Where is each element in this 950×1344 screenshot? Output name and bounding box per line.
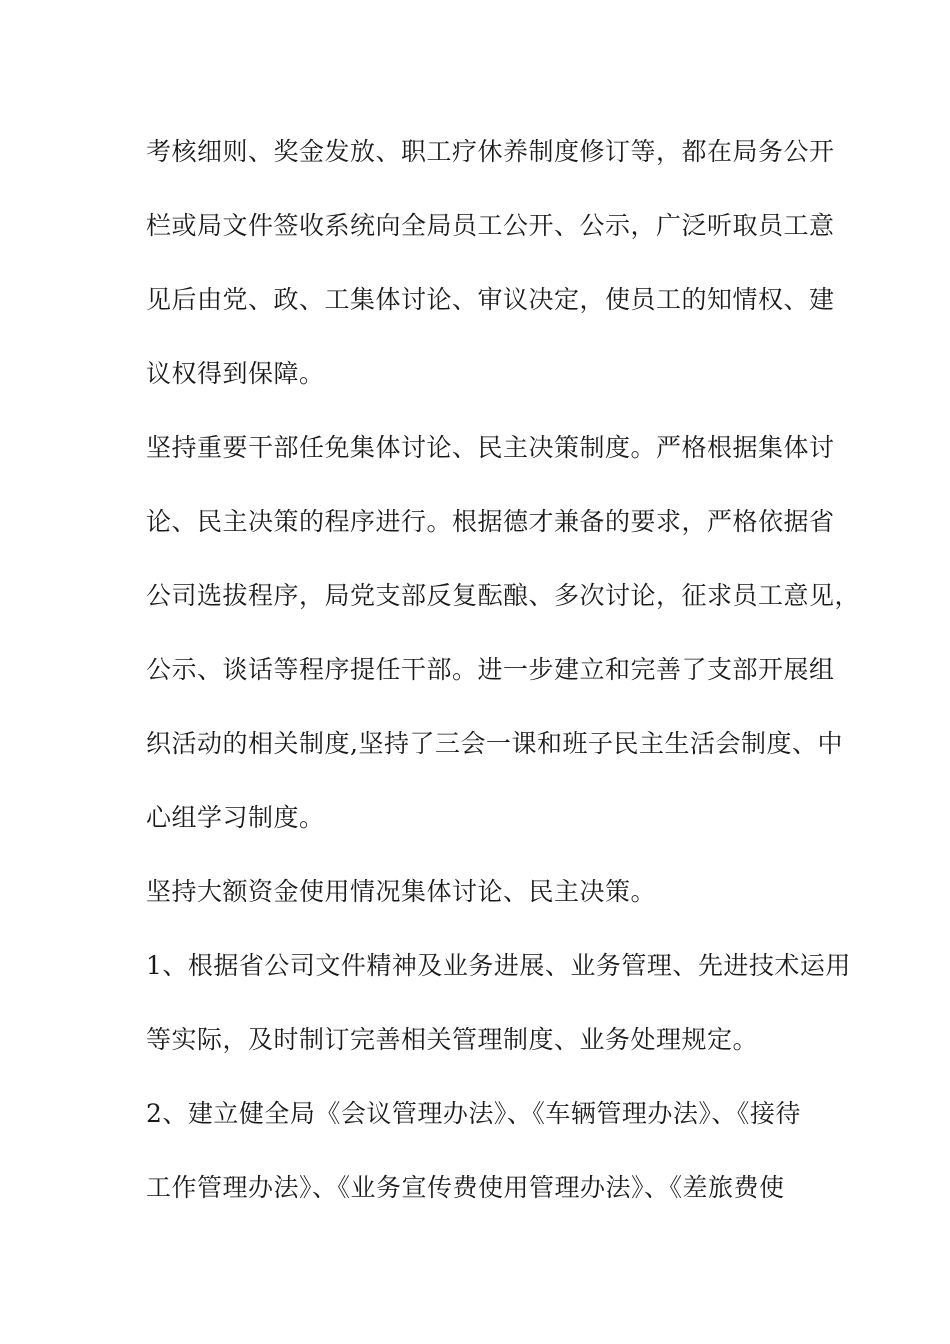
text-line: 等实际，及时制订完善相关管理制度、业务处理规定。: [146, 1025, 759, 1054]
text-line: 心组学习制度。: [146, 803, 325, 832]
text-line: 见后由党、政、工集体讨论、审议决定，使员工的知情权、建: [146, 285, 835, 314]
text-line: 议权得到保障。: [146, 359, 325, 388]
text-line: 工作管理办法》、《业务宣传费使用管理办法》、《差旅费使: [146, 1173, 785, 1202]
text-line: 2、建立健全局《会议管理办法》、《车辆管理办法》、《接待: [146, 1099, 801, 1128]
text-line: 栏或局文件签收系统向全局员工公开、公示，广泛听取员工意: [146, 211, 835, 240]
text-line: 坚持重要干部任免集体讨论、民主决策制度。严格根据集体讨: [146, 433, 835, 462]
text-line: 织活动的相关制度,坚持了三会一课和班子民主生活会制度、中: [146, 729, 843, 758]
text-line: 公示、谈话等程序提任干部。进一步建立和完善了支部开展组: [146, 655, 835, 684]
text-line: 论、民主决策的程序进行。根据德才兼备的要求，严格依据省: [146, 507, 835, 536]
text-line: 坚持大额资金使用情况集体讨论、民主决策。: [146, 877, 657, 906]
text-line: 1、根据省公司文件精神及业务进展、业务管理、先进技术运用: [146, 951, 851, 980]
text-line: 公司选拔程序，局党支部反复酝酿、多次讨论，征求员工意见，: [146, 581, 861, 610]
text-line: 考核细则、奖金发放、职工疗休养制度修订等，都在局务公开: [146, 137, 835, 166]
